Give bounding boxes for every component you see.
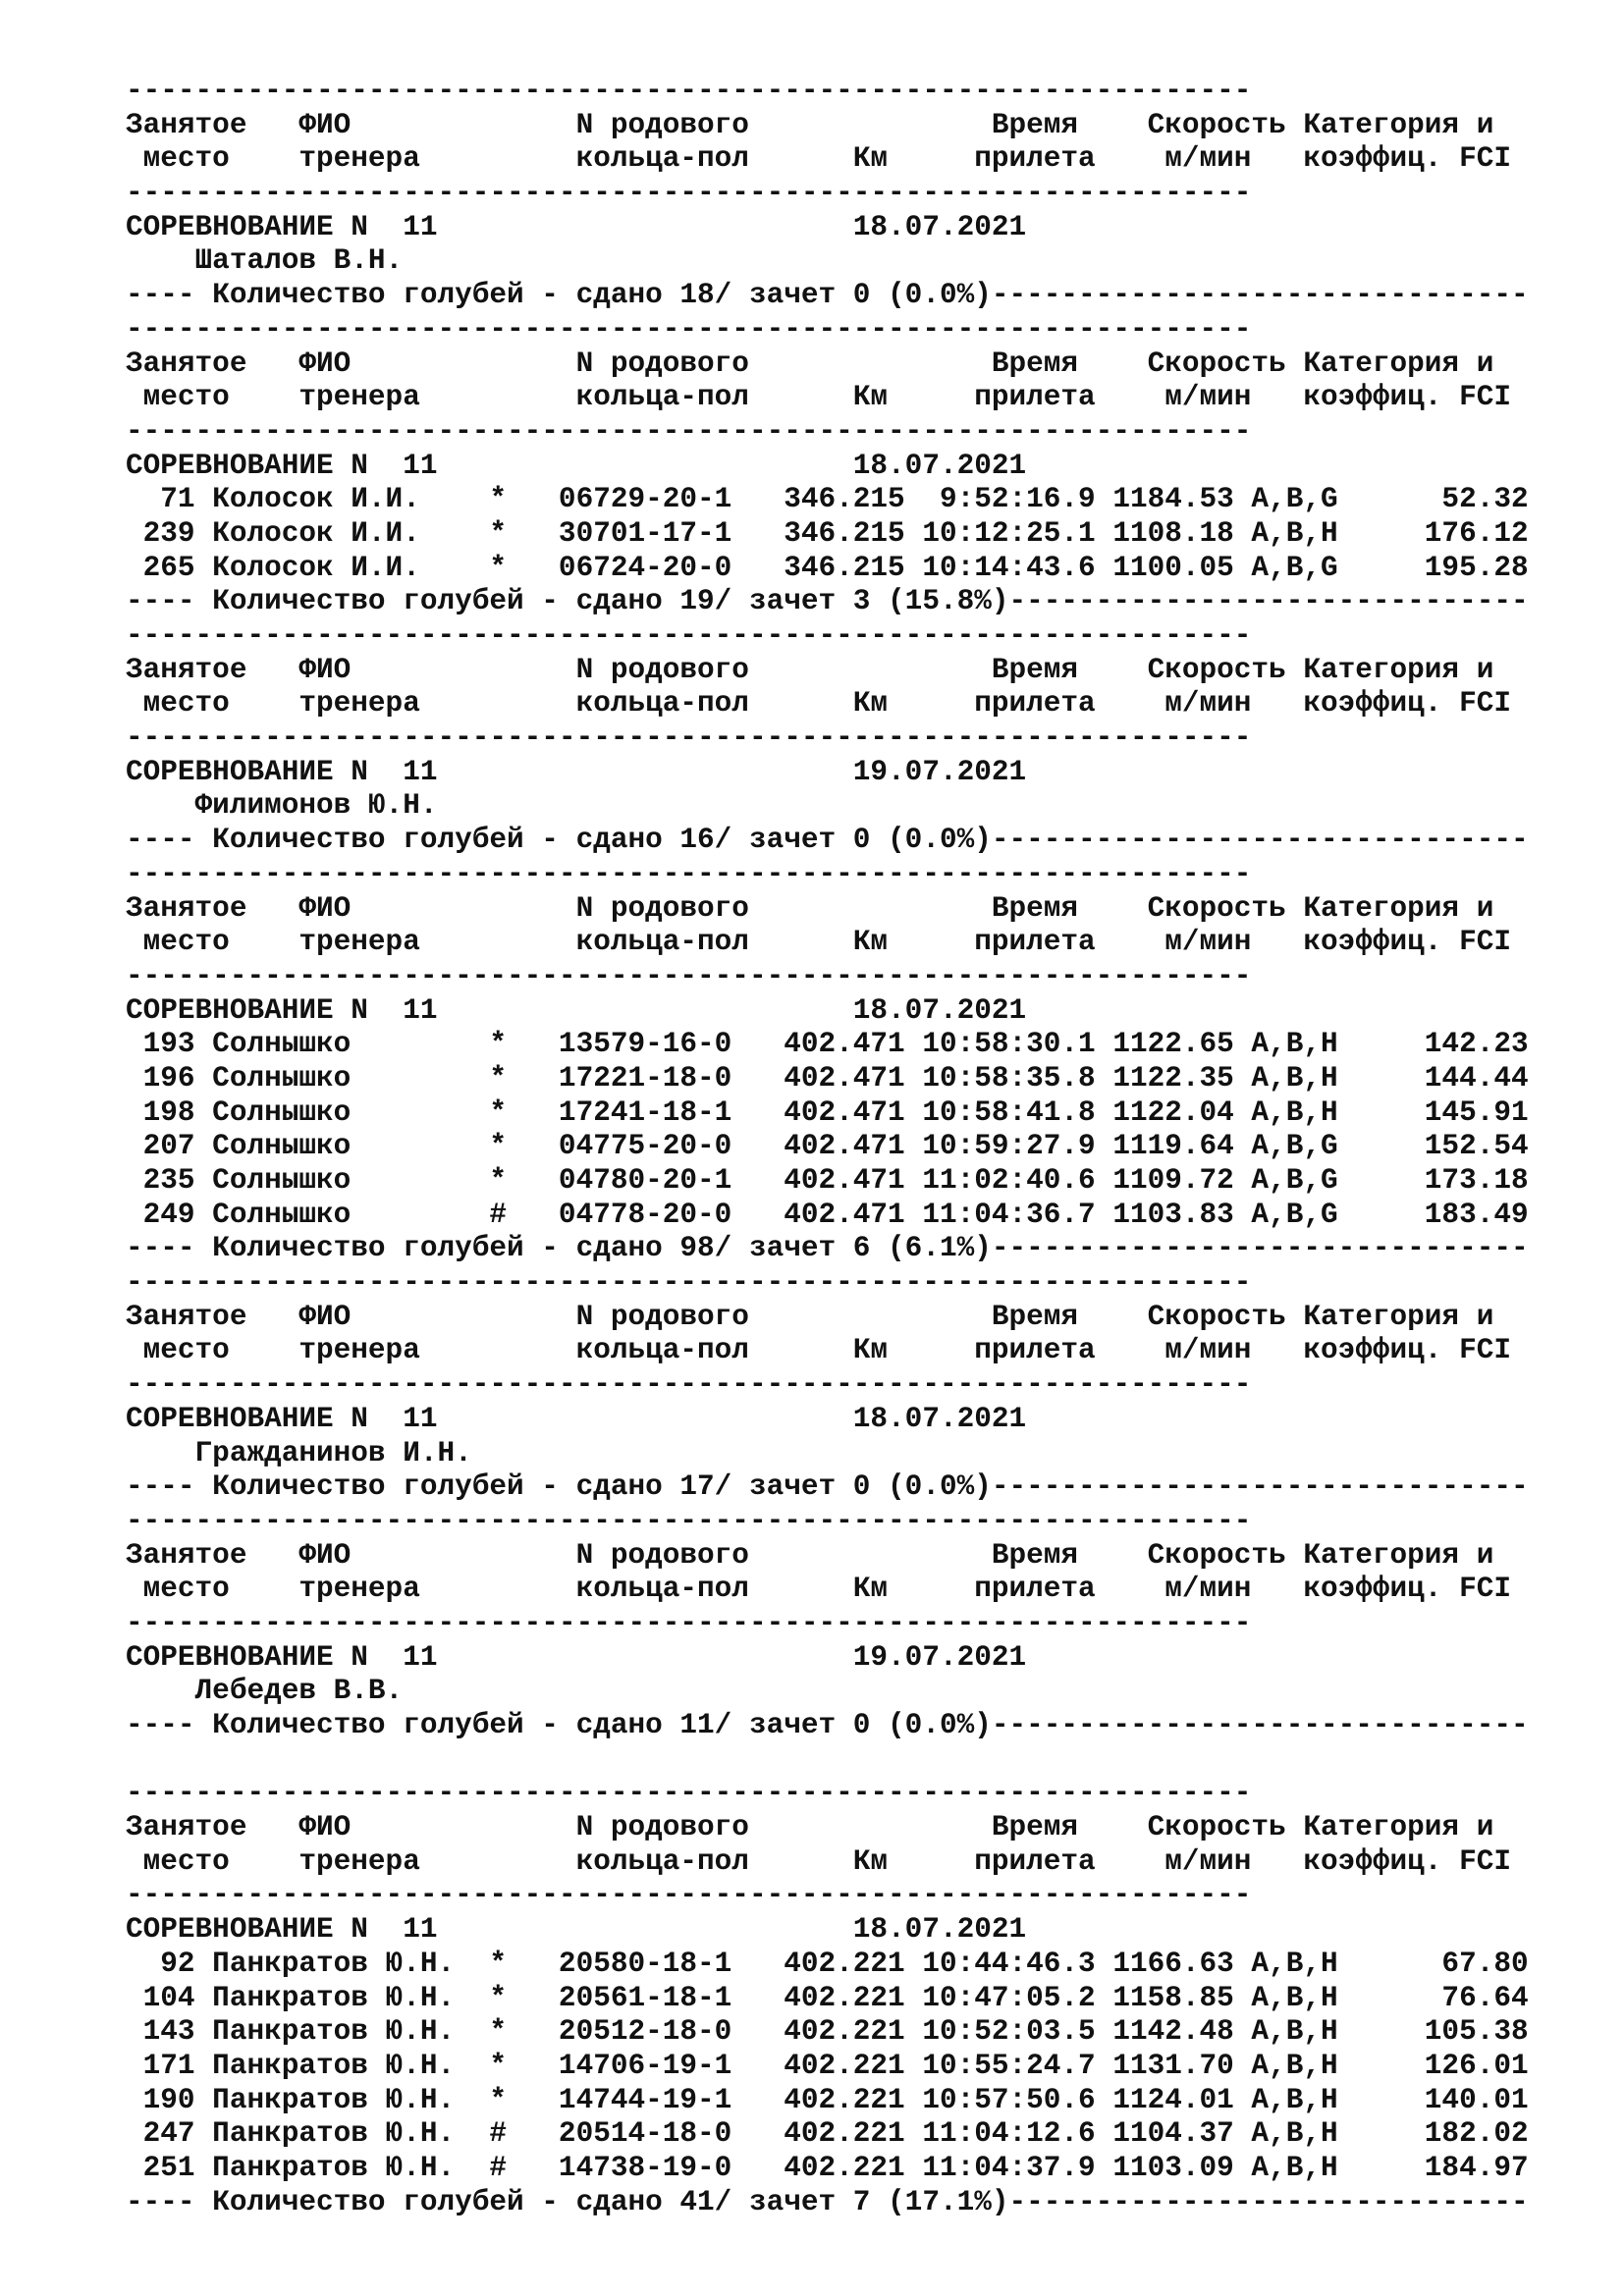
separator-line: ----------------------------------------------------------------- — [126, 1879, 1252, 1912]
separator-line: ----------------------------------------------------------------- — [126, 1266, 1252, 1300]
summary-line: ---- Количество голубей - сдано 17/ зачет 0 (0.0%)------------------------------- — [126, 1470, 1529, 1504]
separator-line: ----------------------------------------------------------------- — [126, 414, 1252, 448]
result-row: 104 Панкратов Ю.Н. * 20561-18-1 402.221 10:47:05.2 1158.85 A,B,H 76.64 — [126, 1981, 1529, 2014]
column-header-line-2: место тренера кольца-пол Км прилета м/мин коэффиц. FCI — [126, 926, 1511, 959]
separator-line: ----------------------------------------------------------------- — [126, 1606, 1252, 1639]
result-row: 249 Солнышко # 04778-20-0 402.471 11:04:36.7 1103.83 A,B,G 183.49 — [126, 1198, 1529, 1231]
competition-line: СОРЕВНОВАНИЕ N 11 18.07.2021 — [126, 993, 1027, 1027]
result-row: 247 Панкратов Ю.Н. # 20514-18-0 402.221 11:04:12.6 1104.37 A,B,H 182.02 — [126, 2117, 1529, 2151]
summary-line: ---- Количество голубей - сдано 18/ зачет 0 (0.0%)------------------------------- — [126, 279, 1529, 312]
result-row: 239 Колосок И.И. * 30701-17-1 346.215 10:12:25.1 1108.18 A,B,H 176.12 — [126, 516, 1529, 550]
separator-line: ----------------------------------------------------------------- — [126, 959, 1252, 992]
result-row: 198 Солнышко * 17241-18-1 402.471 10:58:41.8 1122.04 A,B,H 145.91 — [126, 1095, 1529, 1129]
separator-line: ----------------------------------------------------------------- — [126, 312, 1252, 346]
result-row: 143 Панкратов Ю.Н. * 20512-18-0 402.221 10:52:03.5 1142.48 A,B,H 105.38 — [126, 2015, 1529, 2049]
result-row: 71 Колосок И.И. * 06729-20-1 346.215 9:52:16.9 1184.53 A,B,G 52.32 — [126, 483, 1529, 516]
summary-line: ---- Количество голубей - сдано 98/ зачет 6 (6.1%)------------------------------- — [126, 1232, 1529, 1265]
column-header-line-2: место тренера кольца-пол Км прилета м/мин коэффиц. FCI — [126, 1573, 1511, 1606]
trainer-name: Гражданинов И.Н. — [126, 1436, 472, 1469]
column-header-line-1: Занятое ФИО N родового Время Скорость Категория и — [126, 347, 1494, 380]
trainer-name: Лебедев В.В. — [126, 1675, 404, 1708]
competition-line: СОРЕВНОВАНИЕ N 11 18.07.2021 — [126, 1913, 1027, 1947]
column-header-line-1: Занятое ФИО N родового Время Скорость Категория и — [126, 1300, 1494, 1333]
competition-line: СОРЕВНОВАНИЕ N 11 19.07.2021 — [126, 755, 1027, 788]
column-header-line-1: Занятое ФИО N родового Время Скорость Категория и — [126, 108, 1494, 141]
result-row: 251 Панкратов Ю.Н. # 14738-19-0 402.221 11:04:37.9 1103.09 A,B,H 184.97 — [126, 2151, 1529, 2184]
result-row: 92 Панкратов Ю.Н. * 20580-18-1 402.221 10:44:46.3 1166.63 A,B,H 67.80 — [126, 1947, 1529, 1980]
separator-line: ----------------------------------------------------------------- — [126, 619, 1252, 652]
column-header-line-2: место тренера кольца-пол Км прилета м/мин коэффиц. FCI — [126, 687, 1511, 721]
blank-line — [126, 1743, 1529, 1778]
result-row: 190 Панкратов Ю.Н. * 14744-19-1 402.221 10:57:50.6 1124.01 A,B,H 140.01 — [126, 2083, 1529, 2116]
result-row: 196 Солнышко * 17221-18-0 402.471 10:58:35.8 1122.35 A,B,H 144.44 — [126, 1061, 1529, 1095]
trainer-name: Филимонов Ю.Н. — [126, 789, 438, 823]
summary-line: ---- Количество голубей - сдано 41/ зачет 7 (17.1%)------------------------------ — [126, 2185, 1529, 2218]
separator-line: ----------------------------------------------------------------- — [126, 1504, 1252, 1537]
column-header-line-2: место тренера кольца-пол Км прилета м/мин коэффиц. FCI — [126, 1844, 1511, 1878]
summary-line: ---- Количество голубей - сдано 11/ зачет 0 (0.0%)------------------------------- — [126, 1709, 1529, 1741]
column-header-line-2: место тренера кольца-пол Км прилета м/мин коэффиц. FCI — [126, 1334, 1511, 1367]
result-row: 265 Колосок И.И. * 06724-20-0 346.215 10:14:43.6 1100.05 A,B,G 195.28 — [126, 551, 1529, 584]
separator-line: ----------------------------------------------------------------- — [126, 75, 1252, 107]
trainer-name: Шаталов В.Н. — [126, 244, 404, 278]
separator-line: ----------------------------------------------------------------- — [126, 721, 1252, 755]
result-row: 193 Солнышко * 13579-16-0 402.471 10:58:30.1 1122.65 A,B,H 142.23 — [126, 1028, 1529, 1061]
result-row: 235 Солнышко * 04780-20-1 402.471 11:02:40.6 1109.72 A,B,G 173.18 — [126, 1164, 1529, 1197]
competition-line: СОРЕВНОВАНИЕ N 11 18.07.2021 — [126, 449, 1027, 482]
competition-line: СОРЕВНОВАНИЕ N 11 18.07.2021 — [126, 1402, 1027, 1435]
competition-line: СОРЕВНОВАНИЕ N 11 18.07.2021 — [126, 210, 1027, 243]
column-header-line-1: Занятое ФИО N родового Время Скорость Категория и — [126, 653, 1494, 686]
competition-line: СОРЕВНОВАНИЕ N 11 19.07.2021 — [126, 1640, 1027, 1674]
column-header-line-1: Занятое ФИО N родового Время Скорость Категория и — [126, 1811, 1494, 1844]
result-row: 171 Панкратов Ю.Н. * 14706-19-1 402.221 10:55:24.7 1131.70 A,B,H 126.01 — [126, 2049, 1529, 2082]
separator-line: ----------------------------------------------------------------- — [126, 857, 1252, 890]
separator-line: ----------------------------------------------------------------- — [126, 177, 1252, 210]
summary-line: ---- Количество голубей - сдано 19/ зачет 3 (15.8%)------------------------------ — [126, 585, 1529, 618]
separator-line: ----------------------------------------------------------------- — [126, 1368, 1252, 1402]
result-row: 207 Солнышко * 04775-20-0 402.471 10:59:27.9 1119.64 A,B,G 152.54 — [126, 1130, 1529, 1163]
column-header-line-2: место тренера кольца-пол Км прилета м/мин коэффиц. FCI — [126, 142, 1511, 176]
column-header-line-1: Занятое ФИО N родового Время Скорость Категория и — [126, 1538, 1494, 1572]
results-report — [126, 75, 1529, 2219]
column-header-line-2: место тренера кольца-пол Км прилета м/мин коэффиц. FCI — [126, 381, 1511, 414]
column-header-line-1: Занятое ФИО N родового Время Скорость Категория и — [126, 891, 1494, 925]
summary-line: ---- Количество голубей - сдано 16/ зачет 0 (0.0%)------------------------------- — [126, 824, 1529, 857]
separator-line: ----------------------------------------------------------------- — [126, 1777, 1252, 1810]
